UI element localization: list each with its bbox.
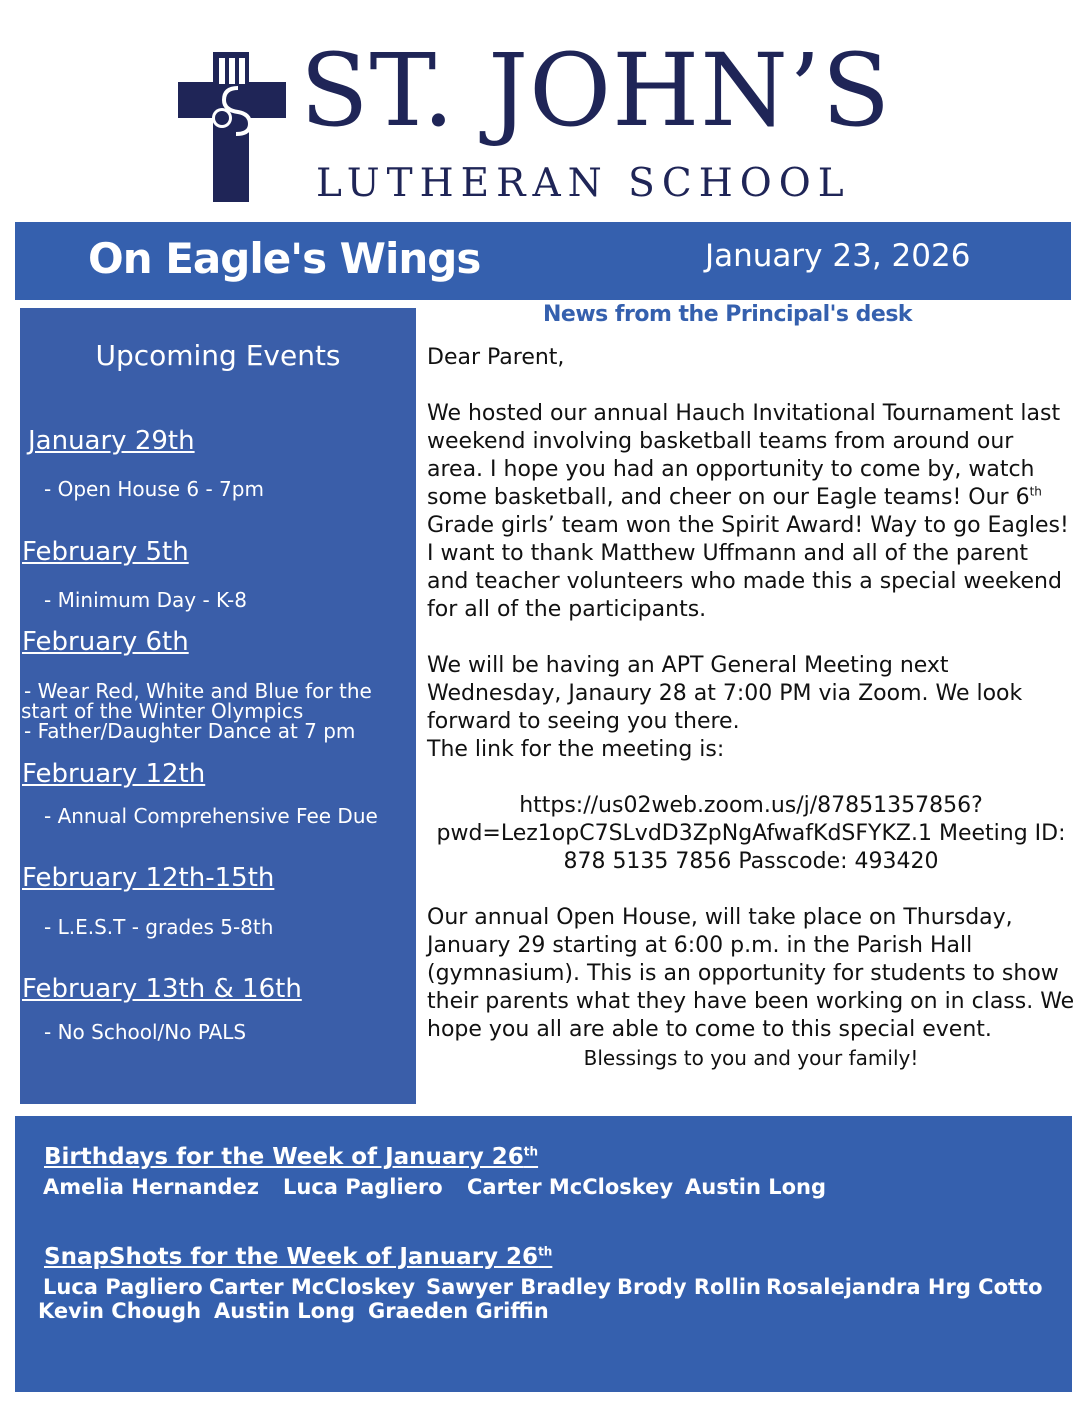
event-date: January 29th (28, 426, 195, 456)
principal-letter (427, 344, 1075, 1072)
birthdays-snapshots-panel (15, 1116, 1072, 1392)
school-name: ST. JOHN’S (300, 32, 892, 149)
letter-link-intro: The link for the meeting is: (427, 737, 725, 762)
snapshot-name: Brody Rollin (617, 1275, 761, 1299)
birthday-name: Carter McCloskey (467, 1175, 674, 1199)
letter-paragraph: We will be having an APT General Meeting next Wednesday, Janaury 28 at 7:00 PM via Zoom. We look forward to seeing you there. (427, 653, 1023, 734)
event-date: February 6th (22, 627, 189, 657)
cross-logo-icon (178, 52, 286, 202)
newsletter-banner (15, 222, 1071, 300)
event-date: February 12th-15th (22, 863, 275, 893)
letter-greeting: Dear Parent, (427, 345, 565, 370)
principal-desk-heading: News from the Principal's desk (543, 302, 913, 327)
event-item: - Father/Daughter Dance at 7 pm (24, 719, 356, 743)
newsletter-title: On Eagle's Wings (88, 234, 481, 283)
snapshots-heading: SnapShots for the Week of January 26th (44, 1244, 553, 1270)
birthday-name: Luca Pagliero (283, 1175, 443, 1199)
letter-paragraph: Our annual Open House, will take place on Thursday, January 29 starting at 6:00 p.m. in the Parish Hall (gymnasium). This is an opportunity for students to show their parents what they have been working on in class. We hope you all are able to come to this special event. (427, 905, 1075, 1042)
event-item: - Annual Comprehensive Fee Due (44, 804, 378, 828)
snapshot-name: Luca Pagliero (43, 1275, 203, 1299)
snapshot-name: Rosalejandra Hrg Cotto (766, 1275, 1043, 1299)
birthday-name: Amelia Hernandez (43, 1175, 259, 1199)
upcoming-events-heading: Upcoming Events (95, 339, 341, 372)
school-logo (0, 0, 1088, 215)
snapshot-name: Kevin Chough (38, 1299, 202, 1323)
zoom-link[interactable]: https://us02web.zoom.us/j/87851357856?pwd=Lez1opC7SLvdD3ZpNgAfwafKdSFYKZ.1 Meeting ID: 878 5135 7856 Passcode: 493420 (436, 793, 1066, 874)
birthday-name: Austin Long (685, 1175, 826, 1199)
event-item: - Minimum Day - K-8 (44, 588, 247, 612)
letter-paragraph: We hosted our annual Hauch Invitational Tournament last weekend involving basketball teams from around our area. I hope you had an opportunity to come by, watch some basketball, and cheer on our Eagle teams! Our 6th Grade girls’ team won the Spirit Award! Way to go Eagles! I want to thank Matthew Uffmann and all of the parent and teacher volunteers who made this a special weekend for all of the participants. (427, 401, 1069, 622)
upcoming-events-panel (20, 308, 416, 1104)
event-item: - Wear Red, White and Blue for the (24, 679, 372, 703)
snapshot-name: Sawyer Bradley (426, 1275, 611, 1299)
school-subtitle: LUTHERAN SCHOOL (316, 161, 851, 206)
event-item: start of the Winter Olympics (21, 699, 304, 723)
snapshot-name: Austin Long (214, 1299, 355, 1323)
snapshot-name: Graeden Griffin (368, 1299, 549, 1323)
birthdays-heading: Birthdays for the Week of January 26th (44, 1144, 539, 1170)
event-date: February 12th (22, 759, 206, 789)
letter-closing: Blessings to you and your family! (583, 1046, 919, 1070)
event-item: - Open House 6 - 7pm (44, 477, 264, 501)
event-item: - No School/No PALS (44, 1020, 247, 1044)
event-date: February 13th & 16th (22, 974, 302, 1004)
snapshot-name: Carter McCloskey (209, 1275, 416, 1299)
newsletter-date: January 23, 2026 (705, 238, 971, 274)
event-date: February 5th (22, 537, 189, 567)
event-item: - L.E.S.T - grades 5-8th (44, 915, 274, 939)
